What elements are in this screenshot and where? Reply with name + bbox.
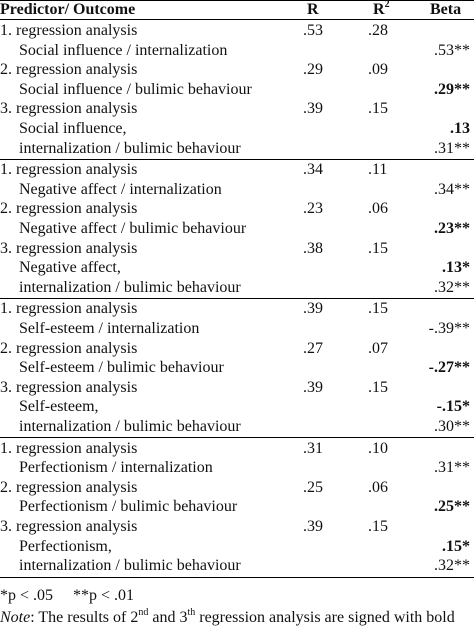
row-label: Social influence, [19,120,127,137]
row-r-value: .39 [303,100,323,118]
row-beta-value: .23** [434,220,470,237]
row-beta-value: .31** [434,459,470,477]
row-label: 3. regression analysis [0,378,138,396]
row-label: Negative affect, [19,259,121,277]
row-beta-value: .32** [434,278,470,296]
row-beta-value: .25** [434,498,470,516]
row-r2-value: .06 [368,478,388,496]
header-r2-superscript: 2 [384,0,390,10]
row-r2-value: .15 [368,518,388,535]
row-beta-value: .29** [434,80,470,98]
row-beta-value: .34** [434,180,470,198]
note-text-2: and 3 [148,609,188,626]
row-r-value: .23 [303,200,323,218]
header-predictor: Predictor/ Outcome [0,1,136,18]
row-label: Self-esteem, [19,398,99,416]
row-r-value: .27 [303,339,323,357]
row-beta-value: .15* [442,537,470,555]
row-label: 2. regression analysis [0,478,138,496]
row-r2-value: .11 [368,161,388,179]
significance-text: *p < .05 **p < .01 [0,587,135,604]
header-r2-base: R [373,1,385,18]
header-r: R [307,1,319,18]
row-label: 1. regression analysis [0,300,138,318]
row-r2-value: .07 [368,339,388,357]
row-r2-value: .09 [368,61,388,79]
row-label: Negative affect / bulimic behaviour [19,220,247,237]
note-label: Note [0,609,31,626]
row-beta-value: .30** [434,418,470,435]
row-beta-value: .53** [434,41,470,59]
row-label: 2. regression analysis [0,339,138,357]
row-label: 1. regression analysis [0,439,138,457]
row-label: Perfectionism, [19,537,112,555]
row-r-value: .29 [303,61,323,79]
row-label: 1. regression analysis [0,161,138,179]
row-label: Self-esteem / internalization [19,320,200,337]
row-label: internalization / bulimic behaviour [19,418,241,435]
row-r2-value: .10 [368,439,388,457]
row-beta-value: -.39** [428,320,470,337]
row-r2-value: .15 [368,378,388,396]
row-label: Self-esteem / bulimic behaviour [19,359,224,377]
row-r2-value: .06 [368,200,388,218]
row-r2-value: .28 [368,22,388,39]
note-text-1: : The results of 2 [30,609,139,626]
row-beta-value: -.27** [428,359,470,377]
row-beta-value: .32** [434,557,470,575]
row-r-value: .53 [303,22,323,39]
note-footnote [0,608,455,628]
row-r-value: .38 [303,239,323,257]
row-label: 2. regression analysis [0,61,138,79]
row-r-value: .31 [303,439,323,457]
significance-footnote [0,586,134,606]
row-label: Perfectionism / bulimic behaviour [19,498,238,516]
row-label: 2. regression analysis [0,200,138,218]
header-rule [0,19,474,20]
row-r-value: .34 [303,161,323,179]
row-label: 3. regression analysis [0,518,138,535]
row-label: 3. regression analysis [0,239,138,257]
row-label: internalization / bulimic behaviour [19,139,241,157]
row-label: Negative affect / internalization [19,180,222,198]
row-label: 1. regression analysis [0,22,138,39]
row-label: 3. regression analysis [0,100,138,118]
row-r-value: .39 [303,378,323,396]
note-sup-2: th [187,607,196,618]
row-r2-value: .15 [368,300,388,318]
row-beta-value: .13* [442,259,470,277]
row-beta-value: -.15* [436,398,470,416]
row-label: Social influence / internalization [19,41,228,59]
row-r-value: .39 [303,518,323,535]
row-beta-value: .13 [450,120,470,137]
table-bottom-rule [0,577,474,578]
note-sup-1: nd [138,607,149,618]
row-r-value: .25 [303,478,323,496]
row-label: internalization / bulimic behaviour [19,557,241,575]
row-label: Perfectionism / internalization [19,459,213,477]
row-label: Social influence / bulimic behaviour [19,80,252,98]
row-label: internalization / bulimic behaviour [19,278,241,296]
row-r2-value: .15 [368,239,388,257]
row-r-value: .39 [303,300,323,318]
note-text-3: regression analysis are signed with bold [195,609,455,626]
header-beta: Beta [430,1,462,18]
row-r2-value: .15 [368,100,388,118]
row-beta-value: .31** [434,139,470,157]
header-r2 [373,0,390,20]
